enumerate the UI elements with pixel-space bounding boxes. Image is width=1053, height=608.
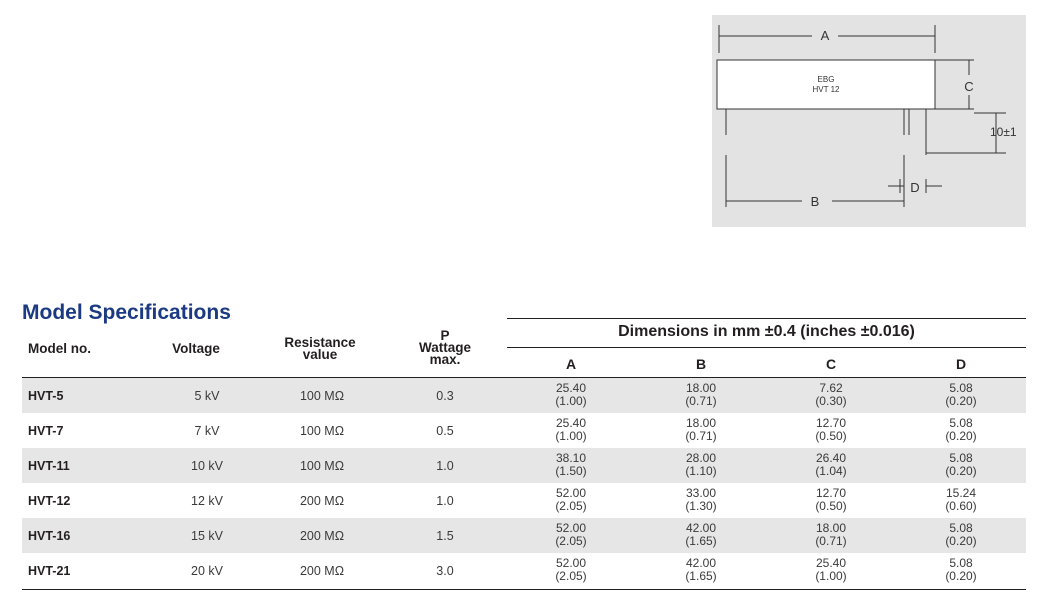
dim-c-cell (781, 522, 881, 548)
voltage-cell: 20 kV (191, 563, 223, 578)
dim-b-cell (651, 382, 751, 408)
model-cell: HVT-5 (28, 388, 64, 403)
dim-b-in: (1.65) (685, 534, 717, 548)
dim-c-mm: 25.40 (815, 556, 847, 570)
header-resistance (270, 337, 370, 361)
dim-b-in: (1.65) (685, 569, 717, 583)
dim-c-in: (0.50) (815, 429, 847, 443)
voltage-cell: 12 kV (191, 493, 223, 508)
model-cell: HVT-7 (28, 423, 64, 438)
dim-a-mm: 52.00 (555, 556, 587, 570)
dimensions-sub-rule (507, 347, 1026, 348)
dim-d-in: (0.20) (945, 534, 977, 548)
table-row (22, 448, 1026, 483)
dim-a-in: (2.05) (555, 534, 587, 548)
dim-b-cell (651, 417, 751, 443)
header-model: Model no. (28, 341, 91, 356)
label-d: D (910, 180, 920, 195)
header-dim-d: D (955, 356, 967, 372)
table-row (22, 553, 1026, 588)
wattage-cell: 1.5 (436, 528, 454, 543)
dim-a-cell (521, 417, 621, 443)
table-row (22, 378, 1026, 413)
dim-d-mm: 15.24 (945, 486, 977, 500)
dim-b-cell (651, 487, 751, 513)
dim-c-mm: 26.40 (815, 451, 847, 465)
table-row (22, 518, 1026, 553)
dim-b-mm: 42.00 (685, 521, 717, 535)
wattage-cell: 0.3 (436, 388, 454, 403)
dim-b-mm: 42.00 (685, 556, 717, 570)
dim-c-in: (0.30) (815, 394, 847, 408)
dim-d-cell (911, 417, 1011, 443)
dim-c-cell (781, 452, 881, 478)
dim-d-cell (911, 487, 1011, 513)
dim-c-mm: 12.70 (815, 486, 847, 500)
label-a: A (820, 28, 830, 43)
dim-d-cell (911, 452, 1011, 478)
voltage-cell: 10 kV (191, 458, 223, 473)
dim-c-mm: 12.70 (815, 416, 847, 430)
dim-d-in: (0.20) (945, 429, 977, 443)
dim-b-mm: 18.00 (685, 381, 717, 395)
dim-a-cell (521, 522, 621, 548)
dim-d-mm: 5.08 (949, 556, 973, 570)
header-wattage-line2: Wattage (418, 340, 471, 355)
header-dim-c: C (825, 356, 837, 372)
dim-a-in: (2.05) (555, 569, 587, 583)
dim-a-mm: 38.10 (555, 451, 587, 465)
resistance-cell: 200 MΩ (299, 493, 345, 508)
dim-d-cell (911, 557, 1011, 583)
label-c: C (964, 79, 974, 94)
header-dim-a: A (565, 356, 577, 372)
wattage-cell: 0.5 (436, 423, 454, 438)
dim-d-mm: 5.08 (949, 416, 973, 430)
resistance-cell: 100 MΩ (299, 458, 345, 473)
table-row (22, 483, 1026, 518)
dim-c-cell (781, 417, 881, 443)
resistance-cell: 200 MΩ (299, 563, 345, 578)
dim-a-cell (521, 557, 621, 583)
resistance-cell: 100 MΩ (299, 423, 345, 438)
header-dim-b: B (695, 356, 707, 372)
header-voltage: Voltage (172, 341, 220, 356)
dim-b-cell (651, 452, 751, 478)
dim-d-cell (911, 382, 1011, 408)
dim-d-in: (0.20) (945, 464, 977, 478)
dim-c-mm: 18.00 (815, 521, 847, 535)
header-wattage-line3: max. (429, 352, 461, 367)
model-cell: HVT-21 (28, 563, 71, 578)
wattage-cell: 3.0 (436, 563, 454, 578)
wattage-cell: 1.0 (436, 458, 454, 473)
dim-c-in: (1.00) (815, 569, 847, 583)
section-title: Model Specifications (22, 301, 231, 324)
dim-a-mm: 25.40 (555, 381, 587, 395)
dim-b-in: (1.30) (685, 499, 717, 513)
header-dimensions: Dimensions in mm ±0.4 (inches ±0.016) (618, 323, 915, 340)
dim-a-cell (521, 382, 621, 408)
dim-a-in: (1.00) (555, 429, 587, 443)
dim-a-cell (521, 452, 621, 478)
header-resistance-line2: value (302, 347, 338, 362)
dim-d-mm: 5.08 (949, 521, 973, 535)
dim-b-in: (0.71) (685, 429, 717, 443)
dim-c-mm: 7.62 (819, 381, 843, 395)
dim-c-cell (781, 382, 881, 408)
dim-a-mm: 52.00 (555, 521, 587, 535)
resistance-cell: 200 MΩ (299, 528, 345, 543)
wattage-cell: 1.0 (436, 493, 454, 508)
dim-d-in: (0.60) (945, 499, 977, 513)
body-label-line1: EBG (817, 75, 835, 84)
resistance-cell: 100 MΩ (299, 388, 345, 403)
dim-b-mm: 28.00 (685, 451, 717, 465)
table-bottom-rule (22, 589, 1026, 590)
model-cell: HVT-12 (28, 493, 71, 508)
dim-d-in: (0.20) (945, 394, 977, 408)
dim-d-in: (0.20) (945, 569, 977, 583)
voltage-cell: 15 kV (191, 528, 223, 543)
dim-c-in: (0.71) (815, 534, 847, 548)
voltage-cell: 7 kV (194, 423, 220, 438)
dim-c-cell (781, 487, 881, 513)
table-row (22, 413, 1026, 448)
header-wattage-line1: P (440, 328, 450, 343)
dim-a-cell (521, 487, 621, 513)
dim-a-mm: 25.40 (555, 416, 587, 430)
dim-d-cell (911, 522, 1011, 548)
model-cell: HVT-16 (28, 528, 71, 543)
dim-c-in: (0.50) (815, 499, 847, 513)
dim-b-in: (0.71) (685, 394, 717, 408)
dim-b-cell (651, 557, 751, 583)
dim-d-mm: 5.08 (949, 381, 973, 395)
dim-a-in: (1.00) (555, 394, 587, 408)
dim-b-cell (651, 522, 751, 548)
dim-d-mm: 5.08 (949, 451, 973, 465)
model-cell: HVT-11 (28, 458, 70, 473)
dim-a-in: (2.05) (555, 499, 587, 513)
dim-b-in: (1.10) (685, 464, 717, 478)
dim-a-mm: 52.00 (555, 486, 587, 500)
dim-c-in: (1.04) (815, 464, 847, 478)
body-label-line2: HVT 12 (812, 85, 840, 94)
dimensions-top-rule (507, 318, 1026, 319)
header-resistance-line1: Resistance (284, 335, 356, 350)
voltage-cell: 5 kV (194, 388, 220, 403)
dim-b-mm: 18.00 (685, 416, 717, 430)
header-wattage (400, 330, 490, 366)
dim-b-mm: 33.00 (685, 486, 717, 500)
dim-c-cell (781, 557, 881, 583)
label-lead-length: 10±1 (990, 125, 1017, 139)
label-b: B (810, 194, 820, 209)
dimension-diagram (712, 15, 1026, 227)
dim-a-in: (1.50) (555, 464, 587, 478)
dimension-drawing (712, 15, 1026, 227)
